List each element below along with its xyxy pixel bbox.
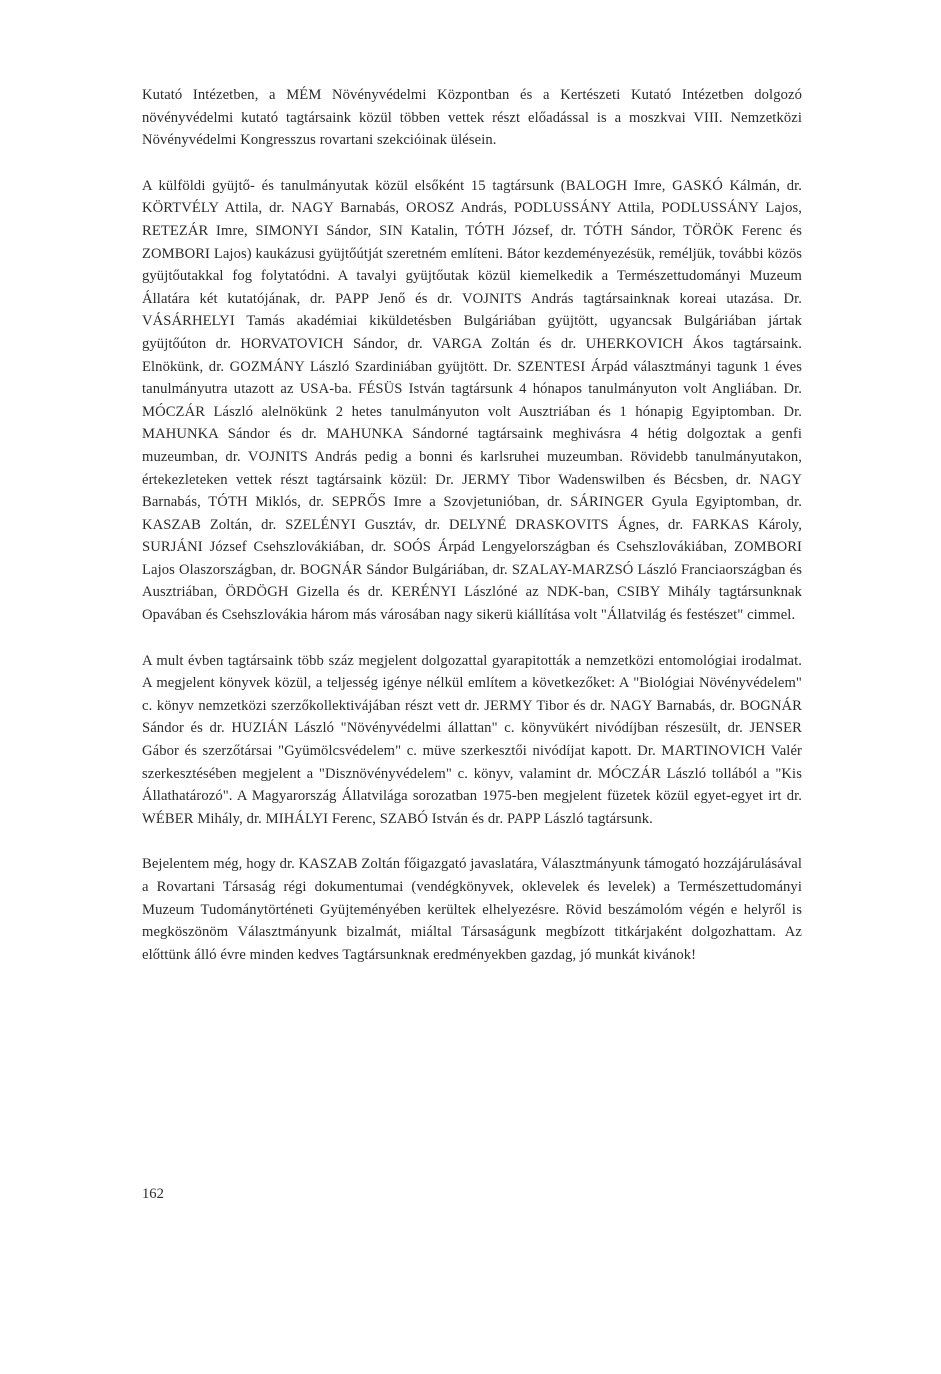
paragraph-study-trips: A külföldi gyüjtő- és tanulmányutak közül elsőként 15 tagtársunk (BALOGH Imre, GASKÓ Kálmán, dr. KÖRTVÉLY Attila, dr. NAGY Barnabás, OROSZ András, PODLUSSÁNY Attila, PODLUSSÁNY Lajos, RETEZÁR Imre, SIMONYI Sándor, SIN Katalin, TÓTH József, dr. TÓTH Sándor, TÖRÖK Ferenc és ZOMBORI Lajos) kaukázusi gyüjtőútját szeretném említeni. Bátor kezdeményezésük, reméljük, további közös gyüjtőutakkal fog folytatódni. A tavalyi gyüjtőutak közül kiemelkedik a Természettudományi Muzeum Állatára két kutatójának, dr. PAPP Jenő és dr. VOJNITS András tagtársainknak koreai utazása. Dr. VÁSÁRHELYI Tamás akadémiai kiküldetésben Bulgáriában gyüjtött, ugyancsak Bulgáriában jártak gyüjtőúton dr. HORVATOVICH Sándor, dr. VARGA Zoltán és dr. UHERKOVICH Ákos tagtársaink. Elnökünk, dr. GOZMÁNY László Szardiniában gyüjtött. Dr. SZENTESI Árpád választmányi tagunk 1 éves tanulmányutra utazott az USA-ba. FÉSÜS István tagtársunk 4 hónapos tanulmányuton volt Angliában. Dr. MÓCZÁR László alelnökünk 2 hetes tanulmányuton volt Ausztriában és 1 hónapig Egyiptomban. Dr. MAHUNKA Sándor és dr. MAHUNKA Sándorné tagtársaink meghivásra 4 hétig dolgoztak a genfi muzeumban, dr. VOJNITS András pedig a bonni és karlsruhei muzeumban. Rövidebb tanulmányutakon, értekezleteken vettek részt tagtársaink közül: Dr. JERMY Tibor Wadenswilben és Bécsben, dr. NAGY Barnabás, TÓTH Miklós, dr. SEPRŐS Imre a Szovjetunióban, dr. SÁRINGER Gyula Egyiptomban, dr. KASZAB Zoltán, dr. SZELÉNYI Gusztáv, dr. DELYNÉ DRASKOVITS Ágnes, dr. FARKAS Károly, SURJÁNI József Csehszlovákiában, dr. SOÓS Árpád Lengyelországban és Csehszlovákiában, ZOMBORI Lajos Olaszországban, dr. BOGNÁR Sándor Bulgáriában, dr. SZALAY-MARZSÓ László Franciaországban és Ausztriában, ÖRDÖGH Gizella és dr. KERÉNYI Lászlóné az NDK-ban, CSIBY Mihály tagtársunknak Opavában és Csehszlovákia három más városában nagy sikerü kiállítása volt "Állatvilág és festészet" cimmel.: [142, 177, 802, 624]
paragraph-congress: Kutató Intézetben, a MÉM Növényvédelmi Központban és a Kertészeti Kutató Intézetben dolgozó növényvédelmi kutató tagtársaink közül többen vettek részt előadással is a moszkvai VIII. Nemzetközi Növényvédelmi Kongresszus rovartani szekcióinak ülésein.: [142, 87, 802, 149]
page-number: 162: [142, 1186, 164, 1202]
paragraph-closing: Bejelentem még, hogy dr. KASZAB Zoltán főigazgató javaslatára, Választmányunk támogató hozzájárulásával a Rovartani Társaság régi dokumentumai (vendégkönyvek, oklevelek és levelek) a Természettudományi Muzeum Tudománytörténeti Gyüjteményében kerültek elhelyezésre. Rövid beszámolóm végén e helyről is megköszönöm Választmányunk bizalmát, miáltal Társaságunk megbízott titkárjaként dolgozhattam. Az előttünk álló évre minden kedves Tagtársunknak eredményekben gazdag, jó munkát kivánok!: [142, 856, 802, 963]
paragraph-publications: A mult évben tagtársaink több száz megjelent dolgozattal gyarapitották a nemzetközi entomológiai irodalmat. A megjelent könyvek közül, a teljesség igénye nélkül említem a következőket: A "Biológiai Növényvédelem" c. könyv nemzetközi szerzőkollektivájában részt vett dr. JERMY Tibor és dr. NAGY Barnabás, dr. BOGNÁR Sándor és dr. HUZIÁN László "Növényvédelmi állattan" c. könyvükért nivódíjban részesült, dr. JENSER Gábor és szerzőtársai "Gyümölcsvédelem" c. müve szerkesztői nivódíjat kapott. Dr. MARTINOVICH Valér szerkesztésében megjelent a "Disznövényvédelem" c. könyv, valamint dr. MÓCZÁR László tollából a "Kis Állathatározó". A Magyarország Állatvilága sorozatban 1975-ben megjelent füzetek közül egyet-egyet irt dr. WÉBER Mihály, dr. MIHÁLYI Ferenc, SZABÓ István és dr. PAPP László tagtársunk.: [142, 652, 802, 827]
document-page: [142, 84, 802, 966]
